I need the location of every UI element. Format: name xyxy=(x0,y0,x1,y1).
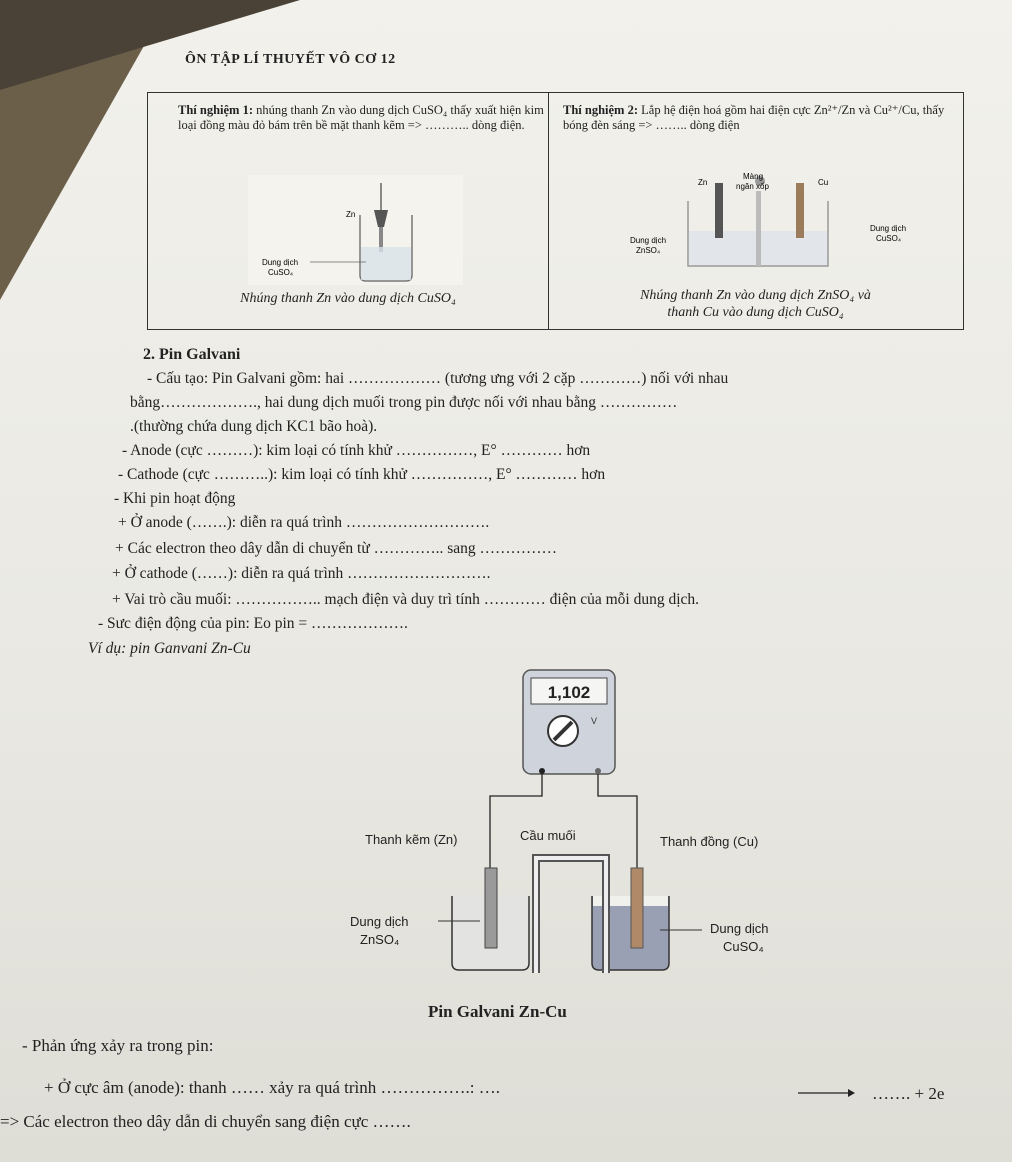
experiment-2-right-solution-1: Dung dịch xyxy=(870,224,907,233)
meter-unit: V xyxy=(591,716,598,726)
experiment-1-zn-label: Zn xyxy=(346,210,356,219)
reaction-line-1: - Phản ứng xảy ra trong pin: xyxy=(22,1036,214,1055)
reaction-line-2-product: ……. + 2e xyxy=(872,1084,945,1103)
meter-terminal-negative xyxy=(539,768,545,774)
experiments-table xyxy=(147,92,964,330)
section-line-3: .(thường chứa dung dịch KC1 bão hoà). xyxy=(130,418,378,435)
meter-terminal-positive xyxy=(595,768,601,774)
section-line-11: - Sưc điện động của pin: Eo pin = ………………. xyxy=(98,615,408,632)
section-line-5: - Cathode (cực ………..): kim loại có tính khử ……………, E° ………… hơn xyxy=(118,466,606,483)
experiment-2-membrane-label-2: ngăn xốp xyxy=(736,182,769,191)
section-heading: 2. Pin Galvani xyxy=(143,346,241,363)
label-salt-bridge: Cầu muối xyxy=(520,828,576,843)
experiment-2-left-solution-2: ZnSO₄ xyxy=(636,246,661,255)
galvani-caption: Pin Galvani Zn-Cu xyxy=(428,1002,567,1021)
experiment-2-zn-label: Zn xyxy=(698,178,708,187)
wire-right xyxy=(598,774,637,868)
label-zinc-rod: Thanh kẽm (Zn) xyxy=(365,832,458,847)
section-line-9: + Ở cathode (……): diễn ra quá trình ………………………. xyxy=(112,565,491,582)
experiment-1-solution-label-2: CuSO₄ xyxy=(268,268,294,277)
experiment-1-figure xyxy=(248,175,463,285)
experiment-2-figure xyxy=(618,171,948,283)
experiment-2-left-solution-1: Dung dịch xyxy=(630,236,667,245)
experiment-1-caption: Nhúng thanh Zn vào dung dịch CuSO₄ xyxy=(240,291,456,306)
experiment-2-text xyxy=(563,103,963,133)
background-corner-dark xyxy=(0,0,300,90)
section-line-12: Ví dụ: pin Ganvani Zn-Cu xyxy=(88,640,251,657)
section-line-6: - Khi pin hoạt động xyxy=(114,490,236,507)
meter-reading: 1,102 xyxy=(547,683,591,702)
section-line-1: - Cấu tạo: Pin Galvani gồm: hai ……………… (tương ưng với 2 cặp …………) nối với nhau xyxy=(147,370,729,387)
experiment-2-membrane-label-1: Màng xyxy=(743,172,764,181)
label-right-solution-1: Dung dịch xyxy=(710,921,769,936)
wire-left xyxy=(490,774,542,868)
reaction-line-2: + Ở cực âm (anode): thanh …… xảy ra quá trình …………….: …. xyxy=(44,1078,500,1097)
experiment-1-label: Thí nghiệm 1: xyxy=(178,103,254,117)
experiment-2-label: Thí nghiệm 2: xyxy=(563,103,639,117)
copper-rod xyxy=(631,868,643,948)
section-line-2: bằng………………., hai dung dịch muối trong pin được nối với nhau bằng …………… xyxy=(130,394,678,411)
experiment-2-caption-line-2: thanh Cu vào dung dịch CuSO₄ xyxy=(667,305,844,320)
experiment-2-cu-label: Cu xyxy=(818,178,829,187)
experiment-1-text xyxy=(178,103,546,133)
label-left-solution-2: ZnSO₄ xyxy=(360,932,400,947)
experiment-2-description: Lắp hệ điện hoá gồm hai điện cực Zn²⁺/Zn và Cu²⁺/Cu, thấy bóng đèn sáng => …….. dòng điện xyxy=(563,103,945,132)
experiment-2-right-solution-2: CuSO₄ xyxy=(876,234,902,243)
reaction-line-3: => Các electron theo dây dẫn di chuyển sang điện cực ……. xyxy=(0,1112,411,1131)
galvani-cell-figure xyxy=(330,668,810,983)
section-line-4: - Anode (cực ………): kim loại có tính khử ……………, E° ………… hơn xyxy=(122,442,591,459)
experiment-1-solution-label-1: Dung dịch xyxy=(262,258,299,267)
experiment-2-caption-line-1: Nhúng thanh Zn vào dung dịch ZnSO₄ và xyxy=(640,288,871,303)
reaction-arrow-icon xyxy=(796,1087,856,1099)
label-left-solution-1: Dung dịch xyxy=(350,914,409,929)
section-line-7: + Ở anode (…….): diễn ra quá trình ………………………. xyxy=(118,514,490,531)
worksheet-title: ÔN TẬP LÍ THUYẾT VÔ CƠ 12 xyxy=(185,52,396,67)
experiment-2-caption xyxy=(548,287,963,321)
zinc-rod xyxy=(485,868,497,948)
section-line-10: + Vai trò cầu muối: …………….. mạch điện và duy trì tính ………… điện của mỗi dung dịch. xyxy=(112,591,700,608)
experiment-1-description: nhúng thanh Zn vào dung dịch CuSO₄ thấy xuất hiện kim loại đồng màu đỏ bám trên bề mặt thanh kẽm => ……….. dòng điện. xyxy=(178,103,544,132)
section-line-8: + Các electron theo dây dẫn di chuyển từ ………….. sang …………… xyxy=(115,540,558,557)
label-copper-rod: Thanh đồng (Cu) xyxy=(660,834,759,849)
label-right-solution-2: CuSO₄ xyxy=(723,939,764,954)
